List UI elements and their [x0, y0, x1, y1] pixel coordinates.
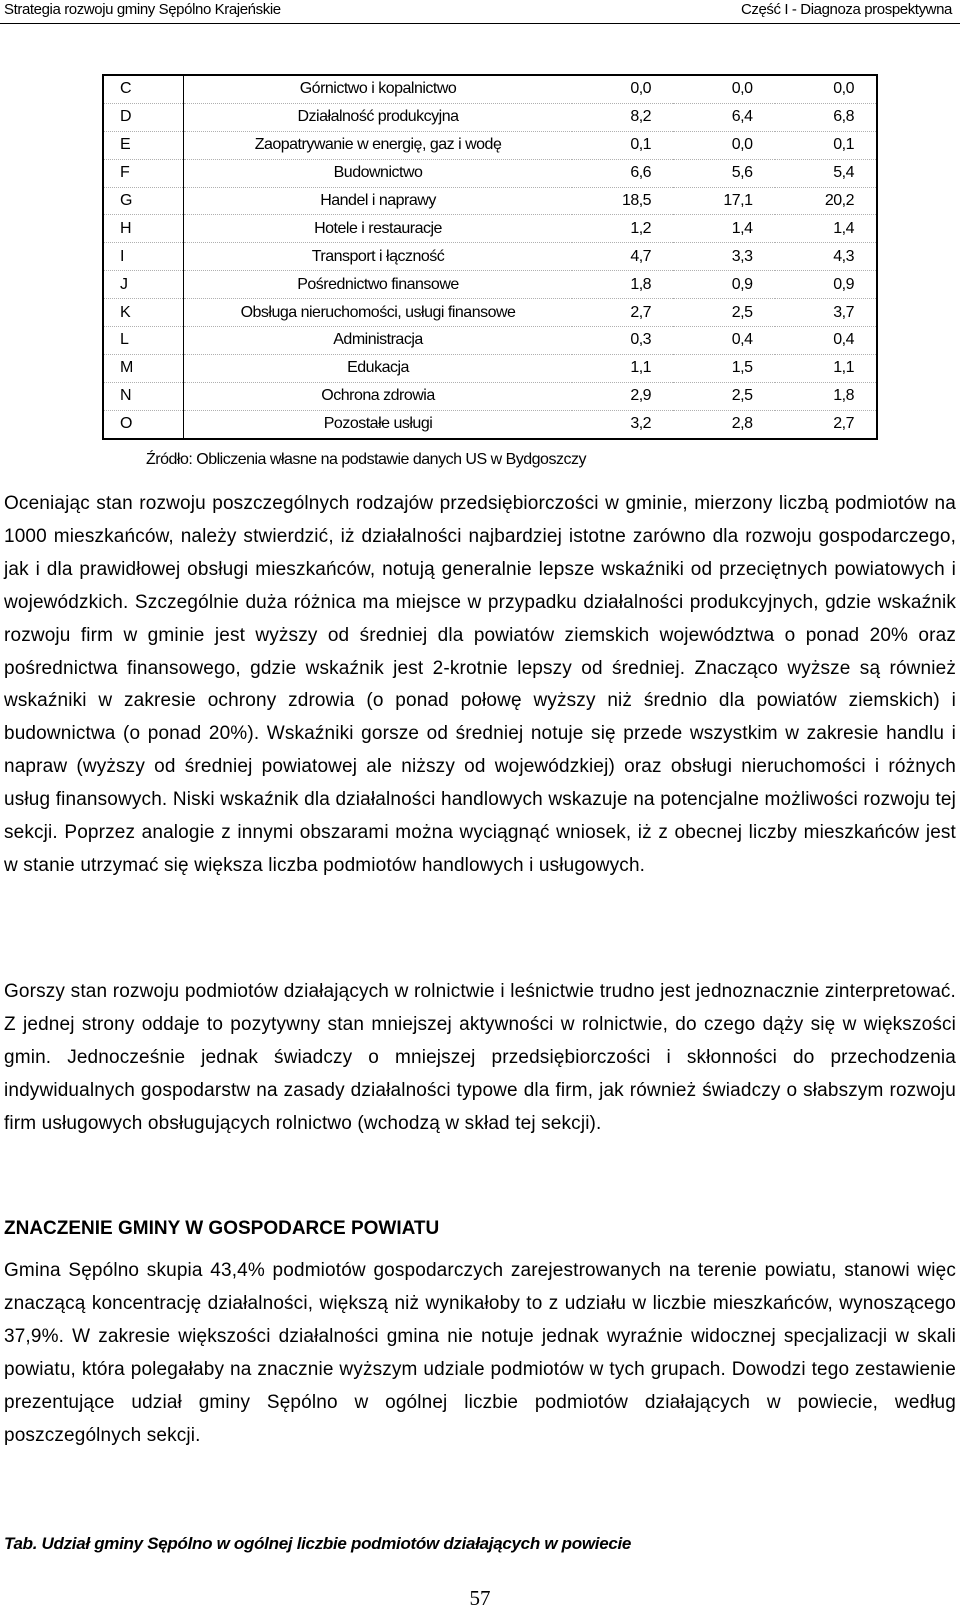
- table-row: [103, 187, 877, 215]
- row-code: I: [103, 243, 184, 271]
- row-value-1: 3,2: [630, 415, 652, 433]
- row-value-1: 1,8: [572, 271, 673, 299]
- row-value-1: 1,1: [572, 354, 673, 382]
- section-heading: ZNACZENIE GMINY W GOSPODARCE POWIATU: [4, 1218, 440, 1239]
- row-code: K: [103, 299, 184, 327]
- row-value-3: 4,3: [775, 243, 877, 271]
- row-value-1: 8,2: [572, 103, 673, 131]
- row-sector-name: Handel i naprawy: [184, 187, 572, 215]
- row-value-1: 0,1: [572, 131, 673, 159]
- row-value-2: 0,4: [673, 327, 774, 355]
- row-value-2: 0,9: [673, 271, 774, 299]
- row-value-2: 0,0: [673, 75, 774, 103]
- table-row: [103, 271, 877, 299]
- paragraph-assessment: Oceniając stan rozwoju poszczególnych rodzajów przedsiębiorczości w gminie, mierzony liczbą podmiotów na 1000 mieszkańców, należy stwierdzić, iż działalności najbardziej istotne zarówno dla rozwoju gospodarczego, jak i dla prawidłowej obsługi mieszkańców, notują generalnie lepsze wskaźniki od przeciętnych powiatowych i wojewódzkich. Szczególnie duża różnica ma miejsce w przypadku działalności produkcyjnych, gdzie wskaźnik rozwoju firm w gminie jest wyższy od średniej dla powiatów ziemskich województwa o ponad 20% oraz pośrednictwa finansowego, gdzie wskaźnik jest 2-krotnie lepszy od średniej. Znacząco wyższe są również wskaźniki w zakresie ochrony zdrowia (o ponad połowę wyższy niż średnio dla powiatów ziemskich) i budownictwa (o ponad 20%). Wskaźniki gorsze od średniej notuje się przede wszystkim w zakresie handlu i napraw (wyższy od średniej powiatowej ale niższy od wojewódzkiej) oraz obsługi nieruchomości i różnych usług finansowych. Niski wskaźnik dla działalności handlowych wskazuje na potencjalne możliwości rozwoju tej sekcji. Poprzez analogie z innymi obszarami można wyciągnąć wniosek, iż z obecnej liczby mieszkańców jest w stanie utrzymać się większa liczba podmiotów handlowych i usługowych.: [4, 493, 956, 876]
- row-value-3: 1,8: [775, 382, 877, 410]
- row-sector-name: Pozostałe usługi: [323, 415, 433, 433]
- table-row: [103, 131, 877, 159]
- row-code: N: [103, 382, 184, 410]
- sector-indicator-table: [102, 74, 878, 440]
- header-part-title: Część I - Diagnoza prospektywna: [740, 1, 952, 18]
- row-value-3: 5,4: [775, 159, 877, 187]
- row-value-2: 5,6: [673, 159, 774, 187]
- row-value-2: 2,5: [673, 299, 774, 327]
- row-value-1: 0,3: [572, 327, 673, 355]
- row-sector-name: Górnictwo i kopalnictwo: [184, 75, 572, 103]
- row-code: J: [103, 271, 184, 299]
- row-sector-name: Budownictwo: [184, 159, 572, 187]
- row-value-3: 0,9: [775, 271, 877, 299]
- row-value-2: 3,3: [673, 243, 774, 271]
- row-value-1: 2,7: [572, 299, 673, 327]
- row-value-1: 0,0: [572, 75, 673, 103]
- row-value-2: 6,4: [673, 103, 774, 131]
- table-row: [103, 299, 877, 327]
- table-row: [103, 159, 877, 187]
- table-row: [103, 327, 877, 355]
- table-source-note: Źródło: Obliczenia własne na podstawie danych US w Bydgoszczy: [146, 451, 586, 468]
- row-value-1: 4,7: [572, 243, 673, 271]
- row-value-3: 2,7: [833, 415, 854, 433]
- row-code: E: [103, 131, 184, 159]
- row-code: L: [103, 327, 184, 355]
- row-code: M: [103, 354, 184, 382]
- row-value-1: 1,2: [572, 215, 673, 243]
- row-value-2: 2,5: [673, 382, 774, 410]
- row-code: H: [103, 215, 184, 243]
- table-row: [103, 103, 877, 131]
- table-caption: Tab. Udział gminy Sępólno w ogólnej liczbie podmiotów działających w powiecie: [4, 1534, 632, 1553]
- page-number: 57: [469, 1586, 491, 1610]
- row-value-3: 1,1: [775, 354, 877, 382]
- row-code: C: [103, 75, 184, 103]
- table-row: [103, 354, 877, 382]
- row-code: F: [103, 159, 184, 187]
- row-value-2: 1,4: [673, 215, 774, 243]
- row-value-3: 0,0: [775, 75, 877, 103]
- table-row: [103, 382, 877, 410]
- row-value-1: 2,9: [572, 382, 673, 410]
- row-sector-name: Administracja: [184, 327, 572, 355]
- row-sector-name: Edukacja: [184, 354, 572, 382]
- paragraph-municipality-share: Gmina Sępólno skupia 43,4% podmiotów gospodarczych zarejestrowanych na terenie powiatu, stanowi więc znaczącą koncentrację działalności, większą niż wynikałoby to z udziału w liczbie mieszkańców, wynoszącego 37,9%. W zakresie większości działalności gmina nie notuje jednak wyraźnie widocznej specjalizacji w skali powiatu, która polegałaby na znacznie wyższym udziale podmiotów w tych grupach. Dowodzi tego zestawienie prezentujące udział gminy Sępólno w ogólnej liczbie podmiotów działających w powiecie, według poszczególnych sekcji.: [4, 1260, 956, 1446]
- row-code: O: [103, 410, 184, 438]
- row-sector-name: Pośrednictwo finansowe: [184, 271, 572, 299]
- row-sector-name: Działalność produkcyjna: [184, 103, 572, 131]
- header-document-title: Strategia rozwoju gminy Sępólno Krajeńskie: [4, 1, 281, 18]
- row-sector-name: Obsługa nieruchomości, usługi finansowe: [184, 299, 572, 327]
- row-value-2: 17,1: [673, 187, 774, 215]
- row-sector-name: Transport i łączność: [184, 243, 572, 271]
- row-value-3: 6,8: [775, 103, 877, 131]
- row-value-1: 18,5: [572, 187, 673, 215]
- row-sector-name: Zaopatrywanie w energię, gaz i wodę: [184, 131, 572, 159]
- row-value-1: 6,6: [572, 159, 673, 187]
- table-row: [103, 215, 877, 243]
- row-value-3: 1,4: [775, 215, 877, 243]
- row-sector-name: Hotele i restauracje: [184, 215, 572, 243]
- row-value-2: 2,8: [731, 415, 753, 433]
- row-value-3: 3,7: [775, 299, 877, 327]
- row-value-3: 0,1: [775, 131, 877, 159]
- row-value-2: 1,5: [673, 354, 774, 382]
- row-value-3: 0,4: [775, 327, 877, 355]
- table-row: [103, 243, 877, 271]
- table-row: [103, 410, 877, 438]
- row-sector-name: Ochrona zdrowia: [184, 382, 572, 410]
- row-value-2: 0,0: [673, 131, 774, 159]
- paragraph-agriculture: Gorszy stan rozwoju podmiotów działających w rolnictwie i leśnictwie trudno jest jednoznacznie zinterpretować. Z jednej strony oddaje to pozytywny stan mniejszej aktywności w rolnictwie, do czego dąży się w większości gmin. Jednocześnie jednak świadczy o mniejszej przedsiębiorczości i skłonności do przechodzenia indywidualnych gospodarstw na zasady działalności typowe dla firm, jak również świadczy o słabszym rozwoju firm usługowych obsługujących rolnictwo (wchodzą w skład tej sekcji).: [4, 981, 956, 1134]
- row-code: G: [103, 187, 184, 215]
- row-value-3: 20,2: [775, 187, 877, 215]
- row-code: D: [103, 103, 184, 131]
- page-header: [0, 0, 960, 24]
- table-row: [103, 75, 877, 103]
